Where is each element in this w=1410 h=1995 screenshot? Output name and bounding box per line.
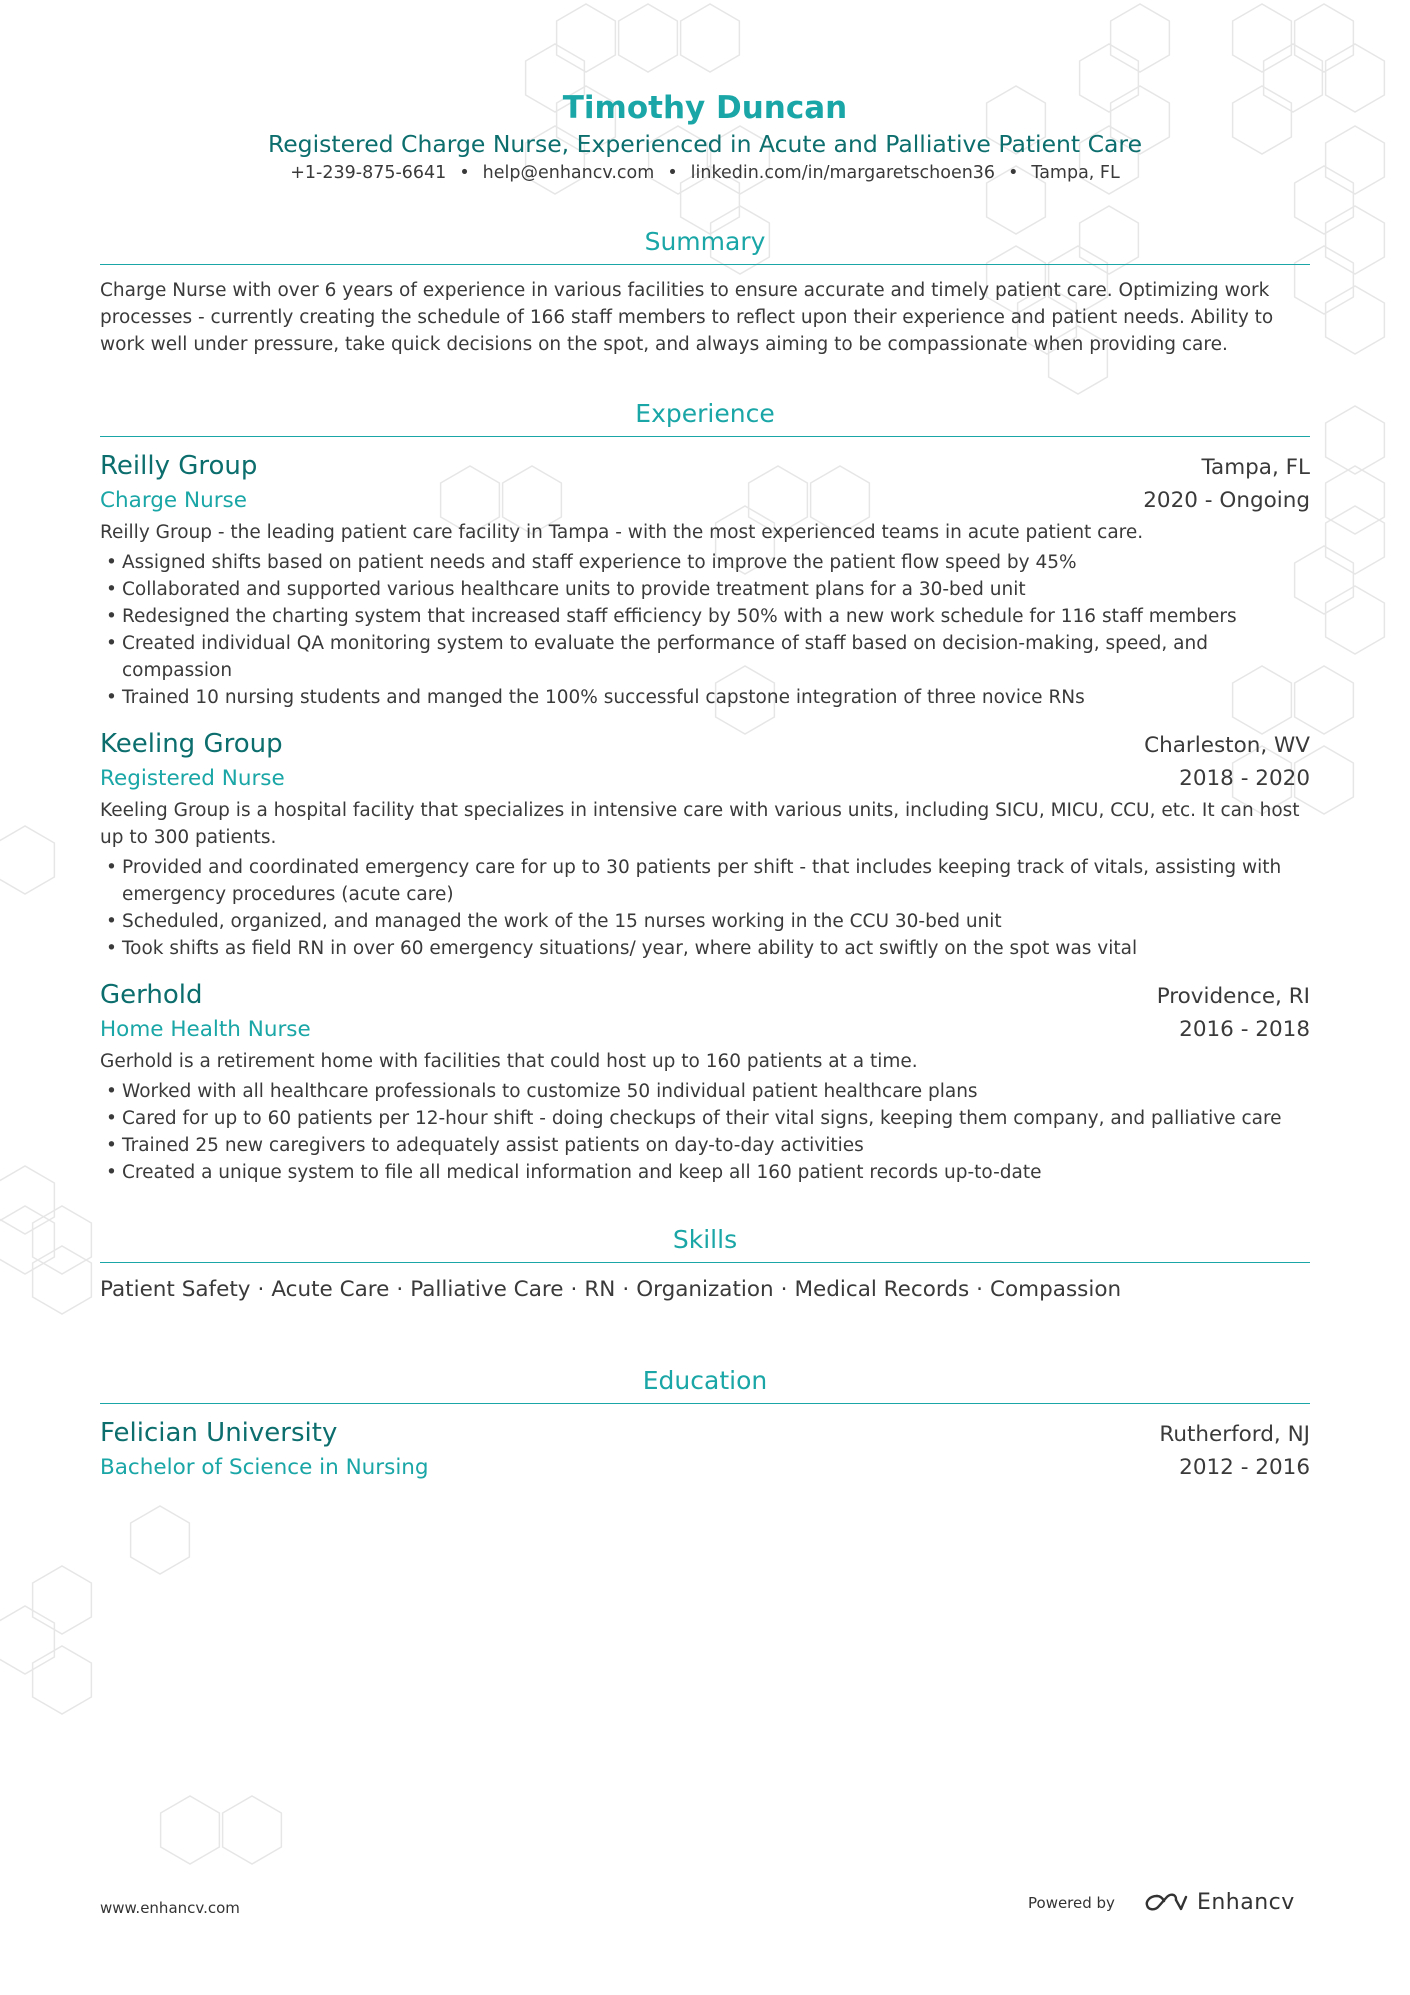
job-location: Charleston, WV — [1144, 733, 1310, 758]
hexagon-shape — [619, 4, 678, 72]
contact-separator: • — [459, 163, 470, 183]
achievement-list — [100, 1078, 1310, 1186]
hexagon-shape — [1326, 466, 1385, 534]
skill-separator: · — [622, 1277, 630, 1302]
summary-section — [100, 226, 1310, 358]
hexagon-shape — [161, 1796, 220, 1864]
achievement-item: • Worked with all healthcare professionals to customize 50 individual patient healthcare plans — [100, 1078, 1310, 1105]
skill-item: Medical Records — [794, 1277, 970, 1302]
achievement-list — [100, 854, 1310, 962]
skill-item: Acute Care — [271, 1277, 390, 1302]
candidate-name: Timothy Duncan — [562, 90, 848, 126]
job-location: Providence, RI — [1156, 984, 1310, 1009]
experience-entry — [100, 449, 1310, 711]
skills-heading: Skills — [100, 1224, 1310, 1263]
achievement-item: • Took shifts as field RN in over 60 emergency situations/ year, where ability to act swiftly on the spot was vital — [100, 935, 1310, 962]
degree-name: Bachelor of Science in Nursing — [100, 1455, 429, 1480]
job-dates: 2018 - 2020 — [1179, 766, 1310, 791]
skill-item: Patient Safety — [100, 1277, 251, 1302]
skill-separator: · — [570, 1277, 578, 1302]
hexagon-shape — [131, 1506, 190, 1574]
job-title: Home Health Nurse — [100, 1017, 311, 1042]
education-dates: 2012 - 2016 — [1179, 1455, 1310, 1480]
job-title: Registered Nurse — [100, 766, 285, 791]
linkedin-link[interactable]: linkedin.com/in/margaretschoen36 — [690, 163, 996, 183]
hexagon-shape — [1326, 586, 1385, 654]
hexagon-shape — [33, 1566, 92, 1634]
hexagon-shape — [0, 1166, 54, 1234]
hexagon-shape — [1326, 126, 1385, 194]
company-description: Gerhold is a retirement home with facilities that could host up to 160 patients at a time. — [100, 1051, 918, 1072]
hexagon-shape — [1326, 286, 1385, 354]
skill-separator: · — [396, 1277, 404, 1302]
education-section — [100, 1365, 1310, 1483]
job-dates: 2016 - 2018 — [1179, 1017, 1310, 1042]
company-description: Keeling Group is a hospital facility that specializes in intensive care with various units, including SICU, MICU, CCU, etc. It can host up to 300 patients. — [100, 800, 1300, 848]
enhancv-logo-icon — [1143, 1892, 1189, 1914]
school-location: Rutherford, NJ — [1159, 1422, 1310, 1447]
hexagon-shape — [1326, 506, 1385, 574]
footer-website-link[interactable]: www.enhancv.com — [100, 1899, 240, 1917]
contact-separator: • — [1008, 163, 1019, 183]
hexagon-shape — [33, 1646, 92, 1714]
enhancv-brand-name: Enhancv — [1196, 1890, 1295, 1915]
achievement-item: • Created individual QA monitoring system to evaluate the performance of staff based on decision-making, speed, and compassion — [100, 630, 1310, 684]
achievement-item: • Scheduled, organized, and managed the work of the 15 nurses working in the CCU 30-bed unit — [100, 908, 1310, 935]
skill-item: Compassion — [990, 1277, 1122, 1302]
hexagon-shape — [223, 1796, 282, 1864]
enhancv-logo[interactable] — [1143, 1890, 1295, 1915]
experience-heading: Experience — [100, 398, 1310, 437]
job-dates: 2020 - Ongoing — [1143, 488, 1310, 513]
hexagon-shape — [33, 1246, 92, 1314]
phone-text: +1-239-875-6641 — [290, 163, 447, 183]
education-heading: Education — [100, 1365, 1310, 1404]
skill-item: Palliative Care — [410, 1277, 564, 1302]
hexagon-shape — [1295, 4, 1354, 72]
company-name: Gerhold — [100, 980, 203, 1010]
achievement-item: • Assigned shifts based on patient needs and staff experience to improve the patient flow speed by 45% — [100, 549, 1310, 576]
skills-list — [100, 1275, 1310, 1305]
footer-branding — [1028, 1890, 1295, 1915]
skill-separator: · — [780, 1277, 788, 1302]
resume-header — [100, 88, 1310, 186]
experience-entry — [100, 727, 1310, 962]
hexagon-shape — [0, 1206, 54, 1274]
experience-entry — [100, 978, 1310, 1186]
company-name: Keeling Group — [100, 729, 283, 759]
summary-heading: Summary — [100, 226, 1310, 265]
education-entry — [100, 1416, 1310, 1483]
company-name: Reilly Group — [100, 451, 258, 481]
hexagon-shape — [1326, 44, 1385, 112]
experience-section — [100, 398, 1310, 1186]
hexagon-shape — [1326, 206, 1385, 274]
hexagon-shape — [681, 4, 740, 72]
skill-separator: · — [976, 1277, 984, 1302]
hexagon-shape — [0, 1606, 54, 1674]
contact-separator: • — [667, 163, 678, 183]
company-description: Reilly Group - the leading patient care facility in Tampa - with the most experienced teams in acute patient care. — [100, 522, 1144, 543]
skills-section — [100, 1224, 1310, 1305]
hexagon-shape — [1111, 4, 1170, 72]
email-link[interactable]: help@enhancv.com — [482, 163, 655, 183]
hexagon-shape — [1326, 406, 1385, 474]
achievement-item: • Created a unique system to file all medical information and keep all 160 patient records up-to-date — [100, 1159, 1310, 1186]
hexagon-shape — [1233, 4, 1292, 72]
resume-page — [100, 88, 1310, 1499]
achievement-item: • Trained 25 new caregivers to adequately assist patients on day-to-day activities — [100, 1132, 1310, 1159]
skill-item: Organization — [636, 1277, 774, 1302]
location-text: Tampa, FL — [1031, 163, 1120, 183]
summary-text: Charge Nurse with over 6 years of experience in various facilities to ensure accurate and timely patient care. Optimizing work processes - currently creating the schedule of 166 staff members to reflect upon their experience and patient needs. Ability to work well under pressure, take quick decisions on the spot, and always aiming to be compassionate when providing care. — [100, 280, 1274, 355]
job-location: Tampa, FL — [1201, 455, 1310, 480]
hexagon-shape — [557, 4, 616, 72]
hexagon-shape — [0, 826, 54, 894]
achievement-item: • Collaborated and supported various healthcare units to provide treatment plans for a 30-bed unit — [100, 576, 1310, 603]
skill-item: RN — [584, 1277, 616, 1302]
contact-info — [100, 160, 1310, 186]
hexagon-shape — [33, 1206, 92, 1274]
achievement-item: • Redesigned the charting system that increased staff efficiency by 50% with a new work schedule for 116 staff members — [100, 603, 1310, 630]
candidate-headline: Registered Charge Nurse, Experienced in Acute and Palliative Patient Care — [267, 130, 1143, 158]
school-name: Felician University — [100, 1418, 338, 1448]
achievement-item: • Cared for up to 60 patients per 12-hour shift - doing checkups of their vital signs, keeping them company, and palliative care — [100, 1105, 1310, 1132]
skill-separator: · — [257, 1277, 265, 1302]
achievement-list — [100, 549, 1310, 711]
achievement-item: • Provided and coordinated emergency care for up to 30 patients per shift - that includes keeping track of vitals, assisting with emergency procedures (acute care) — [100, 854, 1310, 908]
powered-by-text: Powered by — [1028, 1893, 1115, 1912]
job-title: Charge Nurse — [100, 488, 247, 513]
achievement-item: • Trained 10 nursing students and manged the 100% successful capstone integration of three novice RNs — [100, 684, 1310, 711]
